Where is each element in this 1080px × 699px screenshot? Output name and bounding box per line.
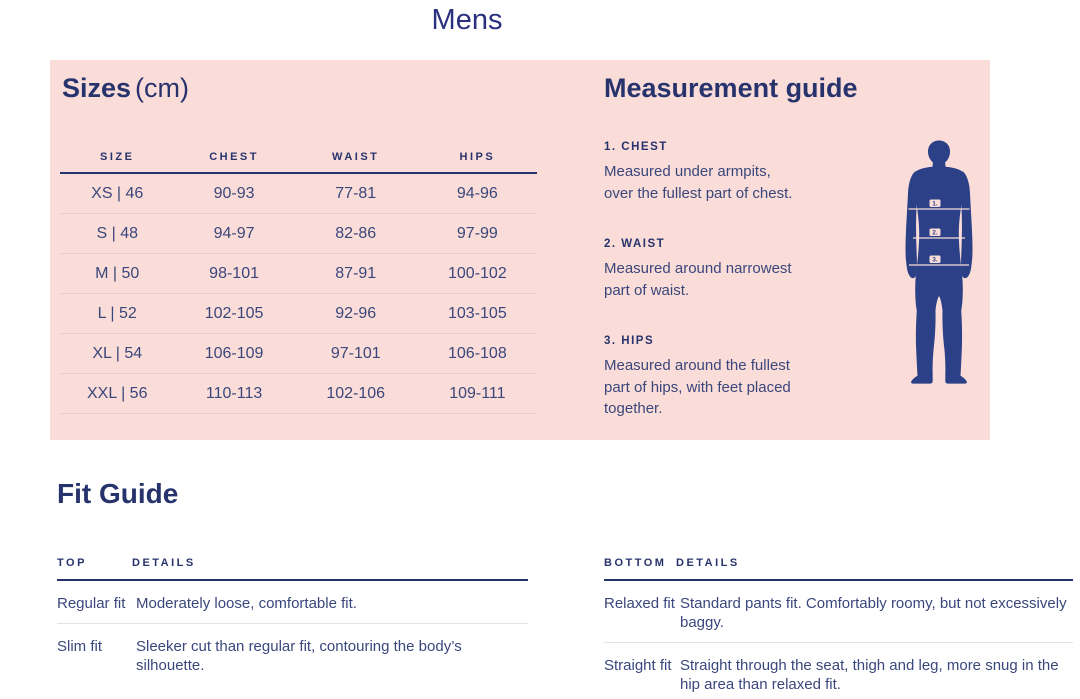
fit-label: Regular fit xyxy=(57,595,126,612)
table-row xyxy=(60,374,537,414)
cell-hips: 97-99 xyxy=(456,224,498,242)
page-title: Mens xyxy=(431,4,503,36)
measurement-item-text: Measured under armpits, xyxy=(604,163,771,180)
column-header-details: DETAILS xyxy=(676,557,740,569)
table-row xyxy=(60,294,537,334)
sizes-heading-text: Sizes xyxy=(62,73,132,103)
measurement-item-chest xyxy=(604,140,834,204)
column-header-top: TOP xyxy=(57,557,87,569)
table-row xyxy=(60,214,537,254)
fit-details: Standard pants fit. Comfortably roomy, but not excessively baggy. xyxy=(680,595,1067,631)
table-row xyxy=(57,623,528,685)
waist-marker-label: 2. xyxy=(932,229,938,237)
measurement-guide-heading: Measurement guide xyxy=(604,73,858,103)
cell-waist: 97-101 xyxy=(330,344,381,362)
measurement-item-label: 1. CHEST xyxy=(604,141,668,153)
cell-chest: 106-109 xyxy=(204,344,264,362)
cell-hips: 103-105 xyxy=(448,304,507,322)
measurement-item-text: part of hips, with feet placed xyxy=(604,378,791,396)
figure-right-arm xyxy=(959,172,972,279)
fit-table-top xyxy=(57,556,528,685)
cell-size: L | 52 xyxy=(97,304,137,322)
cell-waist: 82-86 xyxy=(335,224,377,242)
table-row xyxy=(60,254,537,294)
cell-size: XS | 46 xyxy=(91,184,144,202)
cell-size: S | 48 xyxy=(96,224,138,242)
fit-table-bottom-header xyxy=(604,556,1073,581)
measurement-item-text: together. xyxy=(604,400,663,417)
column-header-waist: WAIST xyxy=(332,151,380,163)
column-header-details: DETAILS xyxy=(132,557,196,569)
table-row xyxy=(604,642,1073,699)
measurement-item-waist xyxy=(604,237,834,301)
cell-waist: 102-106 xyxy=(326,384,386,402)
table-row xyxy=(57,581,528,623)
figure-neck xyxy=(933,160,946,167)
measurement-item-label: 3. HIPS xyxy=(604,335,655,347)
column-header-size: SIZE xyxy=(100,151,135,163)
measurement-item-text: part of waist. xyxy=(604,281,690,299)
sizes-heading xyxy=(62,73,189,103)
cell-waist: 92-96 xyxy=(335,304,377,322)
cell-chest: 102-105 xyxy=(204,304,264,322)
cell-waist: 77-81 xyxy=(335,184,377,202)
figure-head xyxy=(928,141,950,163)
table-row xyxy=(604,581,1073,642)
cell-hips: 109-111 xyxy=(449,384,506,402)
cell-size: XXL | 56 xyxy=(86,384,148,402)
table-row xyxy=(60,174,537,214)
figure-shorts xyxy=(915,261,963,311)
fit-details: Sleeker cut than regular fit, contouring the body’s silhouette. xyxy=(136,638,462,674)
chest-marker-label: 1. xyxy=(932,200,938,208)
figure-right-leg xyxy=(942,311,962,378)
sizes-table-header xyxy=(60,150,537,174)
fit-table-top-header xyxy=(57,556,528,581)
table-row xyxy=(60,334,537,374)
sizes-heading-unit: (cm) xyxy=(135,73,190,103)
measurement-guide-items xyxy=(604,140,834,453)
fit-guide-heading: Fit Guide xyxy=(57,478,179,509)
measurement-item-text: over the fullest part of chest. xyxy=(604,184,793,202)
figure-left-leg xyxy=(916,311,936,378)
measurement-item-label: 2. WAIST xyxy=(604,238,666,250)
figure-left-arm xyxy=(906,172,919,279)
figure-right-foot xyxy=(945,373,967,384)
fit-label: Slim fit xyxy=(57,638,102,655)
cell-hips: 94-96 xyxy=(456,184,498,202)
sizes-panel xyxy=(50,60,990,440)
cell-hips: 106-108 xyxy=(448,344,507,362)
fit-table-bottom xyxy=(604,556,1073,699)
male-silhouette-figure xyxy=(899,140,979,384)
figure-left-foot xyxy=(911,373,933,384)
cell-waist: 87-91 xyxy=(335,264,377,282)
measurement-item-text: Measured around the fullest xyxy=(604,357,790,374)
column-header-hips: HIPS xyxy=(459,151,496,163)
hips-marker-label: 3. xyxy=(932,256,938,264)
measurement-item-text: Measured around narrowest xyxy=(604,260,792,277)
figure-torso xyxy=(913,167,964,262)
fit-details: Moderately loose, comfortable fit. xyxy=(136,595,357,612)
fit-label: Straight fit xyxy=(604,657,672,674)
cell-size: XL | 54 xyxy=(92,344,143,362)
fit-details: Straight through the seat, thigh and leg, more snug in the hip area than relaxed fit. xyxy=(680,657,1059,693)
cell-chest: 110-113 xyxy=(205,384,263,402)
cell-chest: 90-93 xyxy=(213,184,255,202)
column-header-bottom: BOTTOM xyxy=(604,557,667,569)
column-header-chest: CHEST xyxy=(209,151,259,163)
fit-label: Relaxed fit xyxy=(604,595,675,612)
cell-size: M | 50 xyxy=(95,264,140,282)
cell-hips: 100-102 xyxy=(448,264,507,282)
cell-chest: 94-97 xyxy=(213,224,255,242)
measurement-item-hips xyxy=(604,334,834,420)
sizes-table xyxy=(60,150,537,414)
cell-chest: 98-101 xyxy=(209,264,259,282)
